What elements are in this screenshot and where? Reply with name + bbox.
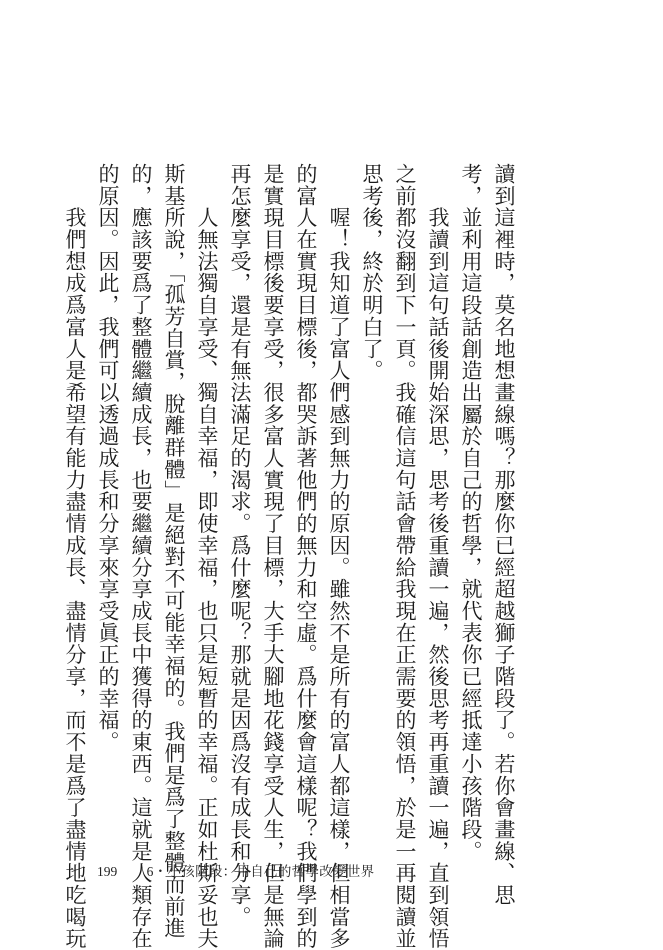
text-column: 再怎麼享受，還是有無法滿足的渴求。爲什麼呢？那就是因爲沒有成長和分享。 <box>228 163 252 928</box>
text-column: 斯基所說，「孤芳自賞，脫離群體」是絕對不可能幸福的。我們是爲了整體而前進 <box>162 163 186 940</box>
chapter-title: 6・小孩階段：用自己的哲學改變世界 <box>146 864 375 879</box>
text-column: 的富人在實現目標後，都哭訴著他們的無力和空虛。爲什麼會這樣呢？我們學到的 <box>294 163 318 950</box>
text-column: 讀到這裡時，莫名地想畫線嗎？那麼你已經超越獅子階段了。若你會畫線、思 <box>492 163 516 906</box>
text-column: 是實現目標後要享受，很多富人實現了目標，大手大腳地花錢享受人生，但是無論 <box>261 163 285 950</box>
page-footer <box>97 860 374 880</box>
text-column: 人無法獨自享受、獨自幸福，即使幸福，也只是短暫的幸福。正如杜斯妥也夫 <box>195 163 219 950</box>
text-column: 的原因。因此，我們可以透過成長和分享來享受眞正的幸福。 <box>96 163 120 753</box>
text-column: 我讀到這句話後開始深思，思考後重讀一遍，然後思考再重讀一遍，直到領悟 <box>426 163 450 950</box>
text-column: 的，應該要爲了整體繼續成長，也要繼續分享成長中獲得的東西。這就是人類存在 <box>129 163 153 950</box>
page-number: 199 <box>97 864 118 879</box>
text-column: 考，並利用這段話創造出屬於自己的哲學，就代表你已經抵達小孩階段。 <box>459 163 483 863</box>
text-column: 之前都沒翻到下一頁。我確信這句話會帶給我現在正需要的領悟，於是一再閱讀並 <box>393 163 417 950</box>
text-column: 思考後，終於明白了。 <box>360 163 384 382</box>
text-column: 喔！我知道了富人們感到無力的原因。雖然不是所有的富人都這樣，但相當多 <box>327 163 351 950</box>
text-column: 我們想成爲富人是希望有能力盡情成長、盡情分享，而不是爲了盡情地吃喝玩 <box>63 163 87 950</box>
